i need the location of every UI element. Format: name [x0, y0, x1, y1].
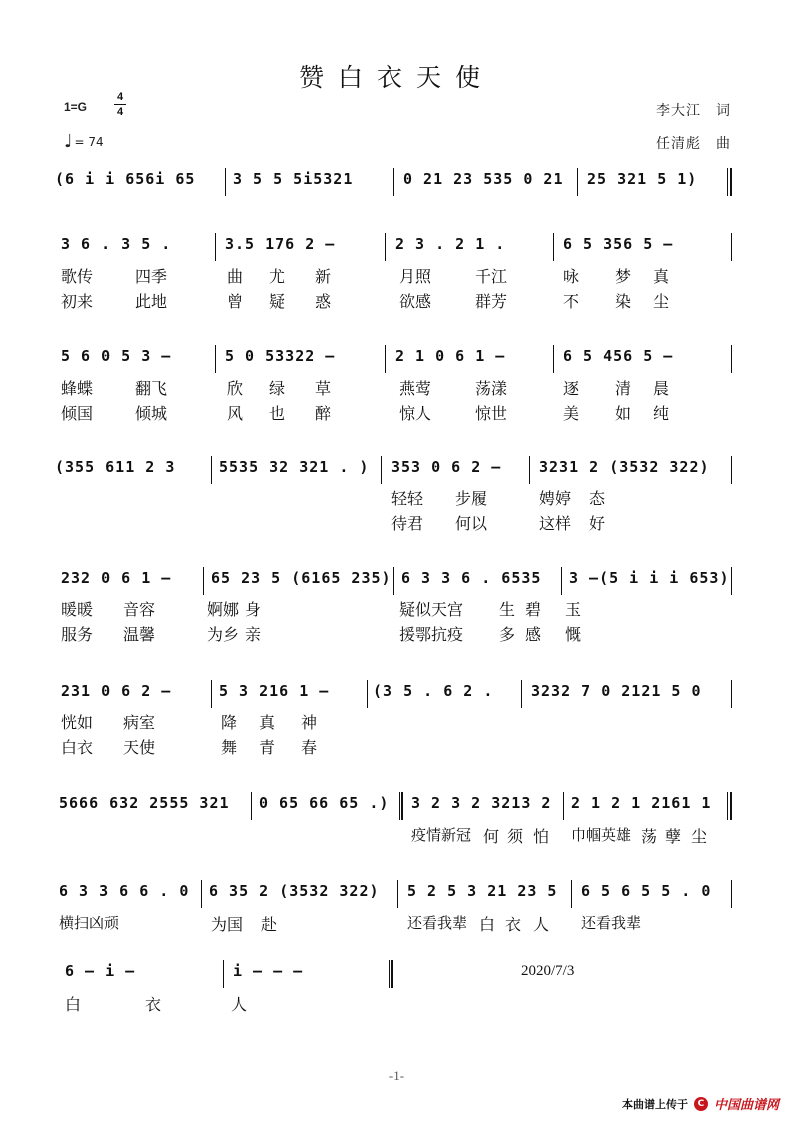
measure: 6 5 6 5 5 . 0 [581, 882, 712, 900]
lyric-word: 温馨 [123, 625, 156, 644]
site-name: 中国曲谱网 [713, 1098, 779, 1113]
lyric-word: 美 [563, 404, 580, 423]
lyrics-verse-1 [55, 376, 735, 396]
measure: 3 2 3 2 3213 2 [411, 794, 552, 812]
lyric-word: 病室 [123, 713, 156, 732]
lyric-word: 尘 [653, 292, 670, 311]
lyric-word: 惑 [315, 292, 332, 311]
quarter-note-icon: ♩ [64, 131, 73, 152]
site-footer [622, 1094, 779, 1113]
date-stamp: 2020/7/3 [521, 963, 575, 979]
lyric-word: 风 [227, 404, 244, 423]
site-logo-icon: C [694, 1097, 708, 1111]
measure: 6 5 356 5 – [563, 235, 674, 253]
lyric-word: 疑似天宫 [399, 600, 464, 619]
lyrics-verse-1 [55, 486, 735, 506]
lyric-word: 欲感 [399, 292, 432, 311]
measure: 3 6 . 3 5 . [61, 235, 172, 253]
measure: 353 0 6 2 – [391, 458, 502, 476]
lyric-word: 多 [499, 625, 516, 644]
lyric-word: 玉 [565, 600, 582, 619]
lyric-word: 赴 [261, 915, 278, 934]
key-signature: 1=G [64, 100, 88, 114]
page-number: -1- [388, 1068, 405, 1083]
measure: 3232 7 0 2121 5 0 [531, 682, 702, 700]
lyric-word: 援鄂抗疫 [399, 625, 464, 644]
measure: 6 3 3 6 6 . 0 [59, 882, 190, 900]
lyric-word: 白衣 [61, 738, 94, 757]
lyric-word: 荡 [641, 827, 658, 846]
lyric-word: 慨 [565, 625, 582, 644]
lyric-word: 四季 [135, 267, 168, 286]
lyric-word: 何以 [455, 514, 488, 533]
lyric-word: 婀娜 [207, 600, 240, 619]
measure: 3231 2 (3532 322) [539, 458, 710, 476]
lyric-word: 舞 [221, 738, 238, 757]
lyric-word: 碧 [525, 600, 542, 619]
lyric-word: 娉婷 [539, 489, 572, 508]
notation-line [55, 456, 735, 482]
lyrics-verse-1 [55, 264, 735, 284]
lyrics-verse-2 [55, 622, 735, 642]
lyric-word: 亲 [245, 625, 262, 644]
lyric-word: 步履 [455, 489, 488, 508]
measure: 5535 32 321 . ) [219, 458, 370, 476]
lyric-word: 怕 [533, 827, 550, 846]
lyric-word: 如 [615, 404, 632, 423]
lyric-word: 逐 [563, 379, 580, 398]
lyrics-verse-2 [55, 735, 735, 755]
lyric-word: 惊人 [399, 404, 432, 423]
lyric-word: 感 [525, 625, 542, 644]
measure: 3 –(5 i i i 653) [569, 569, 730, 587]
measure: 3.5 176 2 – [225, 235, 336, 253]
measure: (355 611 2 3 [55, 458, 176, 476]
measure: 65 23 5 (6165 235) [211, 569, 392, 587]
lyric-word: 不 [563, 292, 580, 311]
notation-line [55, 680, 735, 706]
lyrics-verse-1 [55, 710, 735, 730]
lyric-word: 须 [507, 827, 524, 846]
lyric-word: 还看我辈 [581, 914, 642, 932]
lyric-word: 白 [65, 995, 82, 1014]
lyric-word: 身 [245, 600, 262, 619]
lyric-word: 音容 [123, 600, 156, 619]
lyric-word: 生 [499, 600, 516, 619]
lyrics-verse-2 [55, 401, 735, 421]
lyric-word: 醉 [315, 404, 332, 423]
measure: 5 6 0 5 3 – [61, 347, 172, 365]
measure: 2 3 . 2 1 . [395, 235, 506, 253]
lyric-word: 真 [653, 267, 670, 286]
lyric-word: 千江 [475, 267, 508, 286]
measure: 5 3 216 1 – [219, 682, 330, 700]
lyric-word: 疑 [269, 292, 286, 311]
lyric-word: 草 [315, 379, 332, 398]
measure: 5 0 53322 – [225, 347, 336, 365]
lyric-word: 晨 [653, 379, 670, 398]
notation-line [55, 168, 735, 194]
lyric-word: 真 [259, 713, 276, 732]
lyric-word: 欣 [227, 379, 244, 398]
lyric-word: 服务 [61, 625, 94, 644]
lyric-word: 曲 [227, 267, 244, 286]
notation-line [55, 960, 735, 986]
lyric-word: 月照 [399, 267, 432, 286]
lyric-word: 横扫凶顽 [59, 914, 120, 932]
song-title: 赞白衣天使 [298, 63, 494, 92]
notation-line [55, 567, 735, 593]
lyric-word: 还看我辈 [407, 914, 468, 932]
composer-credit: 任清彪 曲 [656, 136, 731, 152]
lyric-word: 歌传 [61, 267, 94, 286]
lyric-word: 衣 [505, 915, 522, 934]
lyric-word: 天使 [123, 738, 156, 757]
lyric-word: 这样 [539, 514, 572, 533]
tempo-value: = 74 [74, 135, 104, 149]
upload-credit: 本曲谱上传于 [621, 1097, 688, 1111]
lyric-word: 人 [231, 995, 248, 1014]
lyric-word: 白 [479, 915, 496, 934]
lyric-word: 蜂蝶 [61, 379, 94, 398]
lyric-word: 燕莺 [399, 379, 432, 398]
measure: 5666 632 2555 321 [59, 794, 230, 812]
measure: 2 1 2 1 2161 1 [571, 794, 712, 812]
measure: (6 i i 656i 65 [55, 170, 196, 188]
lyric-word: 清 [615, 379, 632, 398]
lyric-word: 何 [483, 827, 500, 846]
lyric-word: 好 [589, 514, 606, 533]
measure: 232 0 6 1 – [61, 569, 172, 587]
lyric-word: 青 [259, 738, 276, 757]
lyric-word: 尘 [691, 827, 708, 846]
lyric-word: 轻轻 [391, 489, 424, 508]
lyric-word: 待君 [391, 514, 424, 533]
lyric-word: 绿 [269, 379, 286, 398]
lyric-word: 孽 [665, 827, 682, 846]
lyric-word: 春 [301, 738, 318, 757]
measure: 0 21 23 535 0 21 [403, 170, 564, 188]
lyricist-credit: 李大江 词 [656, 103, 731, 119]
lyric-word: 此地 [135, 292, 168, 311]
lyric-word: 初来 [61, 292, 94, 311]
measure: 231 0 6 2 – [61, 682, 172, 700]
notation-line [55, 880, 735, 906]
measure: 6 3 3 6 . 6535 [401, 569, 542, 587]
lyric-word: 人 [533, 915, 550, 934]
lyric-word: 为乡 [207, 625, 240, 644]
measure: 5 2 5 3 21 23 5 [407, 882, 558, 900]
lyric-word: 翻飞 [135, 379, 168, 398]
measure: 25 321 5 1) [587, 170, 698, 188]
lyric-word: 染 [615, 292, 632, 311]
lyric-word: 巾帼英雄 [571, 826, 632, 844]
lyric-word: 态 [589, 489, 606, 508]
lyrics-verse-2 [55, 289, 735, 309]
measure: 6 – i – [65, 962, 136, 980]
lyric-word: 恍如 [61, 713, 94, 732]
time-signature-top: 4 [116, 91, 124, 103]
measure: (3 5 . 6 2 . [373, 682, 494, 700]
measure: 6 5 456 5 – [563, 347, 674, 365]
lyric-word: 梦 [615, 267, 632, 286]
measure: 3 5 5 5i5321 [233, 170, 354, 188]
tempo-marking [64, 131, 104, 152]
lyric-word: 衣 [145, 995, 162, 1014]
measure: 6 35 2 (3532 322) [209, 882, 380, 900]
measure: i – – – [233, 962, 304, 980]
lyric-word: 咏 [563, 267, 580, 286]
lyric-word: 荡漾 [475, 379, 508, 398]
lyric-word: 暖暖 [61, 600, 94, 619]
lyric-word: 惊世 [475, 404, 508, 423]
measure: 0 65 66 65 .) [259, 794, 390, 812]
lyric-word: 新 [315, 267, 332, 286]
lyrics-verse-1 [55, 912, 735, 932]
lyrics-verse-1 [55, 824, 735, 844]
lyric-word: 神 [301, 713, 318, 732]
lyrics-verse-2 [55, 511, 735, 531]
lyrics-verse-1 [55, 992, 735, 1012]
notation-line [55, 345, 735, 371]
lyric-word: 纯 [653, 404, 670, 423]
lyric-word: 尤 [269, 267, 286, 286]
lyric-word: 倾国 [61, 404, 94, 423]
lyric-word: 降 [221, 713, 238, 732]
time-signature [114, 91, 126, 118]
lyric-word: 倾城 [135, 404, 168, 423]
lyric-word: 为国 [211, 915, 244, 934]
notation-line [55, 233, 735, 259]
lyrics-verse-1 [55, 597, 735, 617]
notation-line [55, 792, 735, 818]
lyric-word: 曾 [227, 292, 244, 311]
lyric-word: 也 [269, 404, 286, 423]
time-signature-bottom: 4 [116, 106, 124, 118]
measure: 2 1 0 6 1 – [395, 347, 506, 365]
lyric-word: 疫情新冠 [411, 826, 472, 844]
lyric-word: 群芳 [475, 292, 508, 311]
